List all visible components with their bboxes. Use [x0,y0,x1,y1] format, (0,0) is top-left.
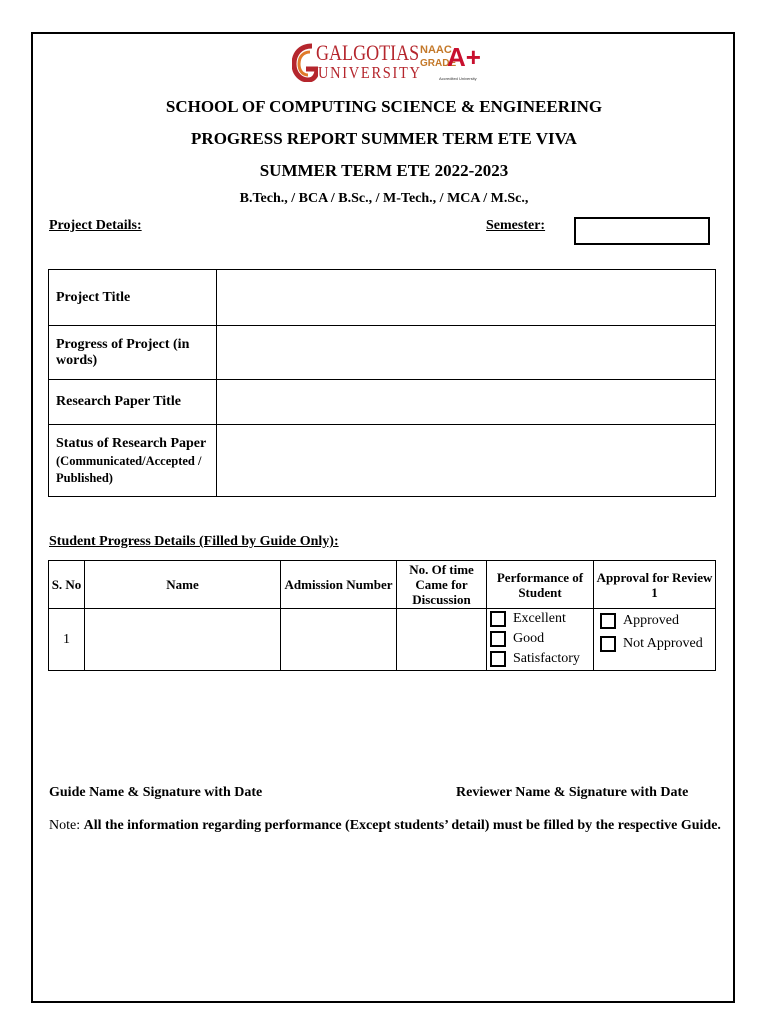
project-details-table [48,269,716,497]
progress-label: Progress of Project (in words) [49,326,217,380]
option-label: Excellent [513,611,566,626]
col-header-name: Name [85,561,281,609]
research-paper-title-field[interactable] [217,380,716,425]
option-label: Not Approved [623,636,703,651]
galgotias-swirl-icon [292,42,318,82]
project-details-label: Project Details: [49,218,142,233]
col-header-approval: Approval for Review 1 [594,561,716,609]
university-logo [292,40,481,86]
cell-admission-number[interactable] [281,609,397,671]
research-status-sublabel: (Communicated/Accepted /Published) [56,454,202,485]
report-title: PROGRESS REPORT SUMMER TERM ETE VIVA [191,129,577,148]
project-row [49,425,716,497]
progress-field[interactable] [217,326,716,380]
note [49,818,721,834]
cell-discussion-count[interactable] [397,609,487,671]
checkbox-not-approved[interactable] [600,636,616,652]
option-label: Approved [623,613,679,628]
col-header-performance: Performance of Student [487,561,594,609]
research-status-label-cell [49,425,217,497]
semester-field[interactable] [574,217,710,245]
project-title-label: Project Title [49,270,217,326]
term-title: SUMMER TERM ETE 2022-2023 [259,161,509,180]
checkbox-approved[interactable] [600,613,616,629]
note-prefix: Note: [49,818,84,833]
research-status-field[interactable] [217,425,716,497]
checkbox-excellent[interactable] [490,611,506,627]
cell-performance [487,609,594,671]
table-row [49,609,716,671]
cell-sno: 1 [49,609,85,671]
student-progress-heading: Student Progress Details (Filled by Guide Only): [49,534,339,549]
option-excellent[interactable] [487,609,593,629]
logo-grade-text: GRADE [420,58,457,69]
project-title-field[interactable] [217,270,716,326]
option-label: Good [513,631,545,646]
note-text: All the information regarding performance (Except students’ detail) must be filled by the respective Guide. [83,818,721,833]
option-not-approved[interactable] [594,632,715,656]
guide-signature-label: Guide Name & Signature with Date [49,785,263,800]
research-status-label: Status of Research Paper [56,436,207,451]
option-satisfactory[interactable] [487,649,593,669]
checkbox-satisfactory[interactable] [490,651,506,667]
research-paper-title-label: Research Paper Title [49,380,217,425]
logo-naac-text: NAAC [420,44,452,56]
table-header-row [49,561,716,609]
col-header-sno: S. No [49,561,85,609]
semester-label: Semester: [486,218,546,233]
option-label: Satisfactory [513,651,580,666]
student-progress-table [48,560,716,671]
logo-grade-value: A+ [447,42,481,72]
logo-name-line1: GALGOTIAS [316,40,420,65]
logo-name-line2: UNIVERSITY [318,63,422,82]
option-approved[interactable] [594,610,715,632]
col-header-admission: Admission Number [281,561,397,609]
project-row [49,326,716,380]
programs-line: B.Tech., / BCA / B.Sc., / M-Tech., / MCA / M.Sc., [239,191,529,206]
project-row [49,380,716,425]
checkbox-good[interactable] [490,631,506,647]
logo-accreditation-text: Accredited University [439,76,477,81]
option-good[interactable] [487,629,593,649]
project-row [49,270,716,326]
cell-approval [594,609,716,671]
school-title: SCHOOL OF COMPUTING SCIENCE & ENGINEERING [165,97,603,116]
reviewer-signature-label: Reviewer Name & Signature with Date [456,785,689,800]
cell-name[interactable] [85,609,281,671]
col-header-discussion: No. Of time Came for Discussion [397,561,487,609]
